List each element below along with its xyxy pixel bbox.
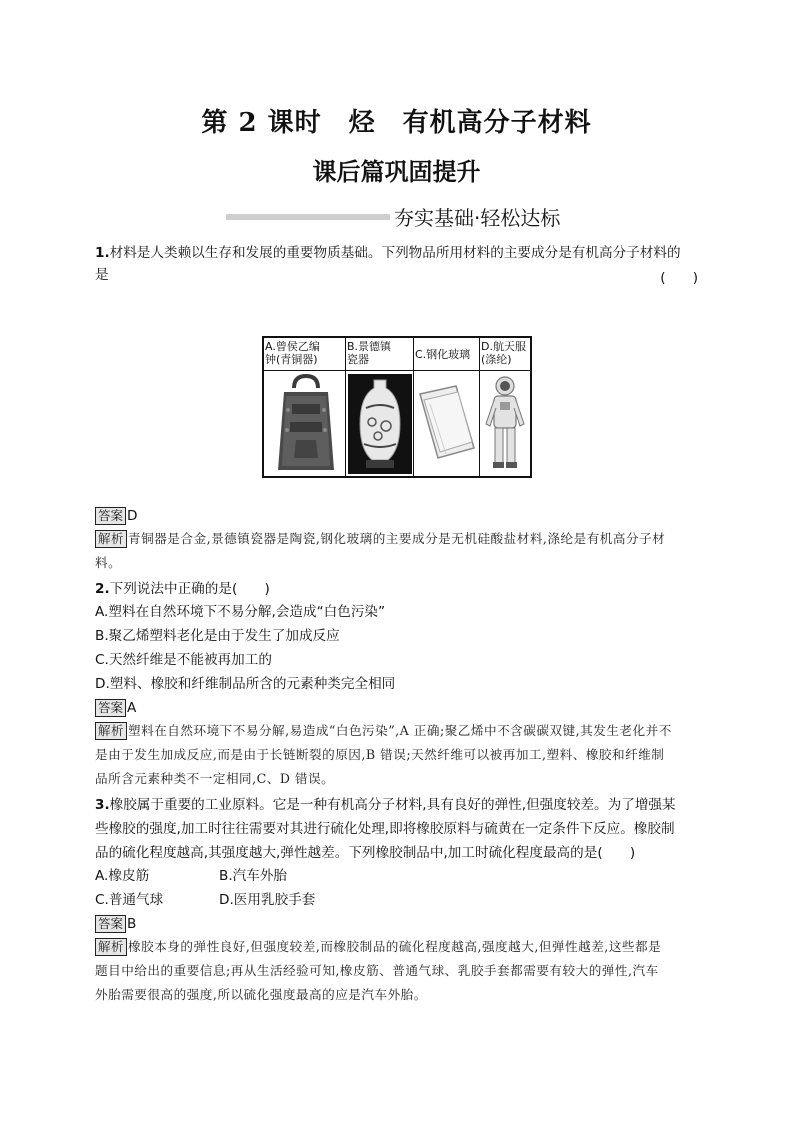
- question-text: 材料是人类赖以生存和发展的重要物质基础。下列物品所用材料的主要成分是有机高分子材料的: [109, 245, 681, 261]
- table-cell-a: [264, 338, 346, 476]
- analysis-text: 料。: [95, 555, 122, 570]
- question-text: 橡胶属于重要的工业原料。它是一种有机高分子材料,具有良好的弹性,但强度较差。为了增强某: [109, 797, 676, 813]
- question-1: [95, 242, 700, 286]
- section-bar-decoration: [226, 214, 390, 220]
- q3-answer: [95, 913, 136, 935]
- analysis-text: 橡胶本身的弹性良好,但强度较差,而橡胶制品的硫化程度越高,强度越大,但弹性越差,这些都是: [128, 939, 662, 954]
- q1-answer: [95, 505, 137, 527]
- analysis-text: 题目中给出的重要信息;再从生活经验可知,橡皮筋、普通气球、乳胶手套都需要有较大的弹性,汽车: [95, 963, 659, 978]
- glass-pane-icon: [416, 374, 478, 474]
- question-2: [95, 578, 700, 600]
- answer-value: D: [127, 508, 138, 524]
- q1-analysis: [95, 527, 700, 575]
- cell-label: D.航天服 (涤纶): [481, 340, 526, 366]
- porcelain-vase-icon: [348, 374, 412, 474]
- answer-value: B: [127, 916, 137, 932]
- q1-image-table: [262, 336, 532, 478]
- analysis-tag: 解析: [95, 938, 127, 956]
- answer-tag: 答案: [95, 699, 126, 717]
- section-title: 夯实基础·轻松达标: [394, 206, 561, 230]
- q2-analysis: [95, 719, 700, 791]
- answer-tag: 答案: [95, 507, 126, 525]
- cell-label: B.景德镇 瓷器: [347, 340, 392, 366]
- question-text: 是: [95, 267, 109, 283]
- analysis-text: 塑料在自然环境下不易分解,易造成“白色污染”,A 正确;聚乙烯中不含碳碳双键,其发生老化并不: [128, 723, 672, 738]
- q2-option-d: D.塑料、橡胶和纤维制品所含的元素种类完全相同: [95, 676, 396, 692]
- q2-option-b: B.聚乙烯塑料老化是由于发生了加成反应: [95, 628, 340, 644]
- q2-answer: [95, 697, 136, 719]
- q3-analysis: [95, 935, 700, 1007]
- page-title: 第 2 课时 烃 有机高分子材料: [201, 108, 592, 138]
- page-subtitle: 课后篇巩固提升: [312, 158, 481, 186]
- table-cell-c: [414, 338, 480, 476]
- question-number: 1.: [95, 245, 110, 261]
- table-cell-b: [346, 338, 414, 476]
- q2-option-a: A.塑料在自然环境下不易分解,会造成“白色污染”: [95, 604, 386, 620]
- analysis-text: 品所含元素种类不一定相同,C、D 错误。: [95, 771, 335, 786]
- question-number: 3.: [95, 797, 110, 813]
- cell-label: A.曾侯乙编 钟(青铜器): [265, 340, 320, 366]
- q3-option-d: D.医用乳胶手套: [219, 892, 316, 908]
- analysis-tag: 解析: [95, 722, 127, 740]
- question-number: 2.: [95, 581, 110, 597]
- analysis-text: 青铜器是合金,景德镇瓷器是陶瓷,钢化玻璃的主要成分是无机硅酸盐材料,涤纶是有机高分子材: [128, 531, 666, 546]
- bronze-bell-icon: [272, 374, 340, 474]
- answer-tag: 答案: [95, 915, 126, 933]
- q2-option-c: C.天然纤维是不能被再加工的: [95, 652, 272, 668]
- q3-option-b: B.汽车外胎: [219, 868, 288, 884]
- question-text: 些橡胶的强度,加工时往往需要对其进行硫化处理,即将橡胶原料与硫黄在一定条件下反应。橡胶制: [95, 821, 675, 837]
- answer-blank: ( ): [660, 270, 698, 286]
- analysis-text: 外胎需要很高的强度,所以硫化强度最高的应是汽车外胎。: [95, 987, 427, 1002]
- spacesuit-icon: [482, 374, 528, 474]
- cell-label: C.钢化玻璃: [415, 348, 471, 361]
- analysis-text: 是由于发生加成反应,而是由于长链断裂的原因,B 错误;天然纤维可以被再加工,塑料、橡胶和纤维制: [95, 747, 665, 762]
- question-text: 下列说法中正确的是( ): [109, 581, 270, 597]
- answer-value: A: [127, 700, 137, 716]
- question-3: [95, 793, 700, 865]
- q3-option-c: C.普通气球: [95, 892, 164, 908]
- q3-option-a: A.橡皮筋: [95, 868, 150, 884]
- analysis-tag: 解析: [95, 530, 127, 548]
- question-text: 品的硫化程度越高,其强度越大,弹性越差。下列橡胶制品中,加工时硫化程度最高的是( ): [95, 845, 636, 861]
- table-cell-d: [480, 338, 530, 476]
